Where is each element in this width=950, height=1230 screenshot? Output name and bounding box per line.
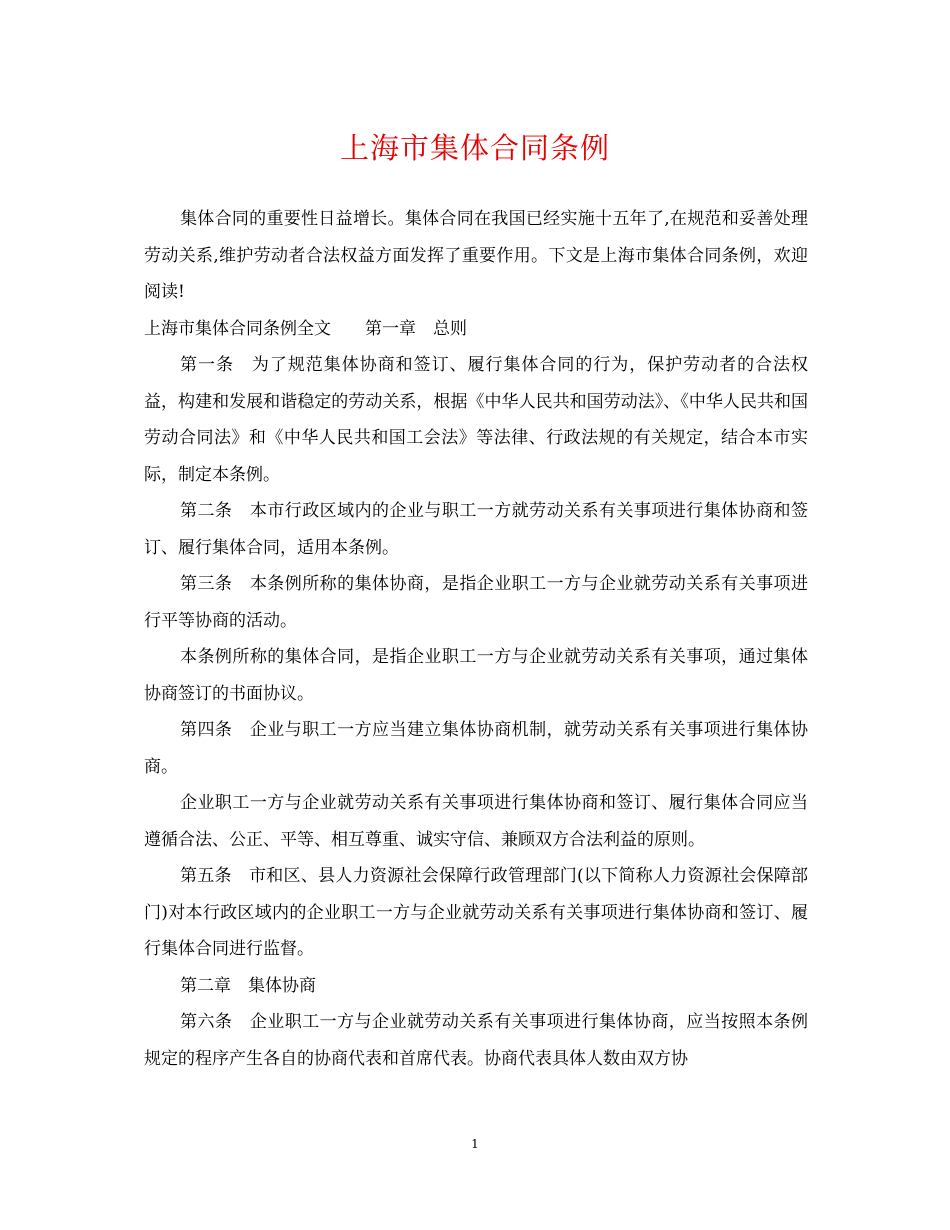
paragraph-article-1: 第一条 为了规范集体协商和签订、履行集体合同的行为，保护劳动者的合法权益，构建和发展和谐稳定的劳动关系，根据《中华人民共和国劳动法》、《中华人民共和国劳动合同法》和《中华人民共和国工会法》等法律、行政法规的有关规定，结合本市实际，制定本条例。 xyxy=(144,355,808,485)
paragraph-intro: 集体合同的重要性日益增长。集体合同在我国已经实施十五年了,在规范和妥善处理劳动关系,维护劳动者合法权益方面发挥了重要作用。下文是上海市集体合同条例，欢迎阅读! xyxy=(144,209,808,302)
paragraph-article-3: 第三条 本条例所称的集体协商，是指企业职工一方与企业就劳动关系有关事项进行平等协商的活动。 xyxy=(144,574,808,631)
paragraph-chapter-2-heading: 第二章 集体协商 xyxy=(180,975,316,996)
document-body xyxy=(144,201,808,1077)
paragraph-chapter-1-heading: 上海市集体合同条例全文 第一章 总则 xyxy=(144,318,467,339)
paragraph-article-3-continued: 本条例所称的集体合同，是指企业职工一方与企业就劳动关系有关事项，通过集体协商签订的书面协议。 xyxy=(144,647,808,704)
page-number: 1 xyxy=(471,1137,479,1151)
document-title: 上海市集体合同条例 xyxy=(339,131,610,165)
paragraph-article-4: 第四条 企业与职工一方应当建立集体协商机制，就劳动关系有关事项进行集体协商。 xyxy=(144,720,808,777)
paragraph-article-4-continued: 企业职工一方与企业就劳动关系有关事项进行集体协商和签订、履行集体合同应当遵循合法、公正、平等、相互尊重、诚实守信、兼顾双方合法利益的原则。 xyxy=(144,793,808,850)
paragraph-article-6: 第六条 企业职工一方与企业就劳动关系有关事项进行集体协商，应当按照本条例规定的程序产生各自的协商代表和首席代表。协商代表具体人数由双方协 xyxy=(144,1012,808,1069)
paragraph-article-5: 第五条 市和区、县人力资源社会保障行政管理部门(以下简称人力资源社会保障部门)对本行政区域内的企业职工一方与企业就劳动关系有关事项进行集体协商和签订、履行集体合同进行监督。 xyxy=(144,866,808,959)
paragraph-article-2: 第二条 本市行政区域内的企业与职工一方就劳动关系有关事项进行集体协商和签订、履行集体合同，适用本条例。 xyxy=(144,501,808,558)
